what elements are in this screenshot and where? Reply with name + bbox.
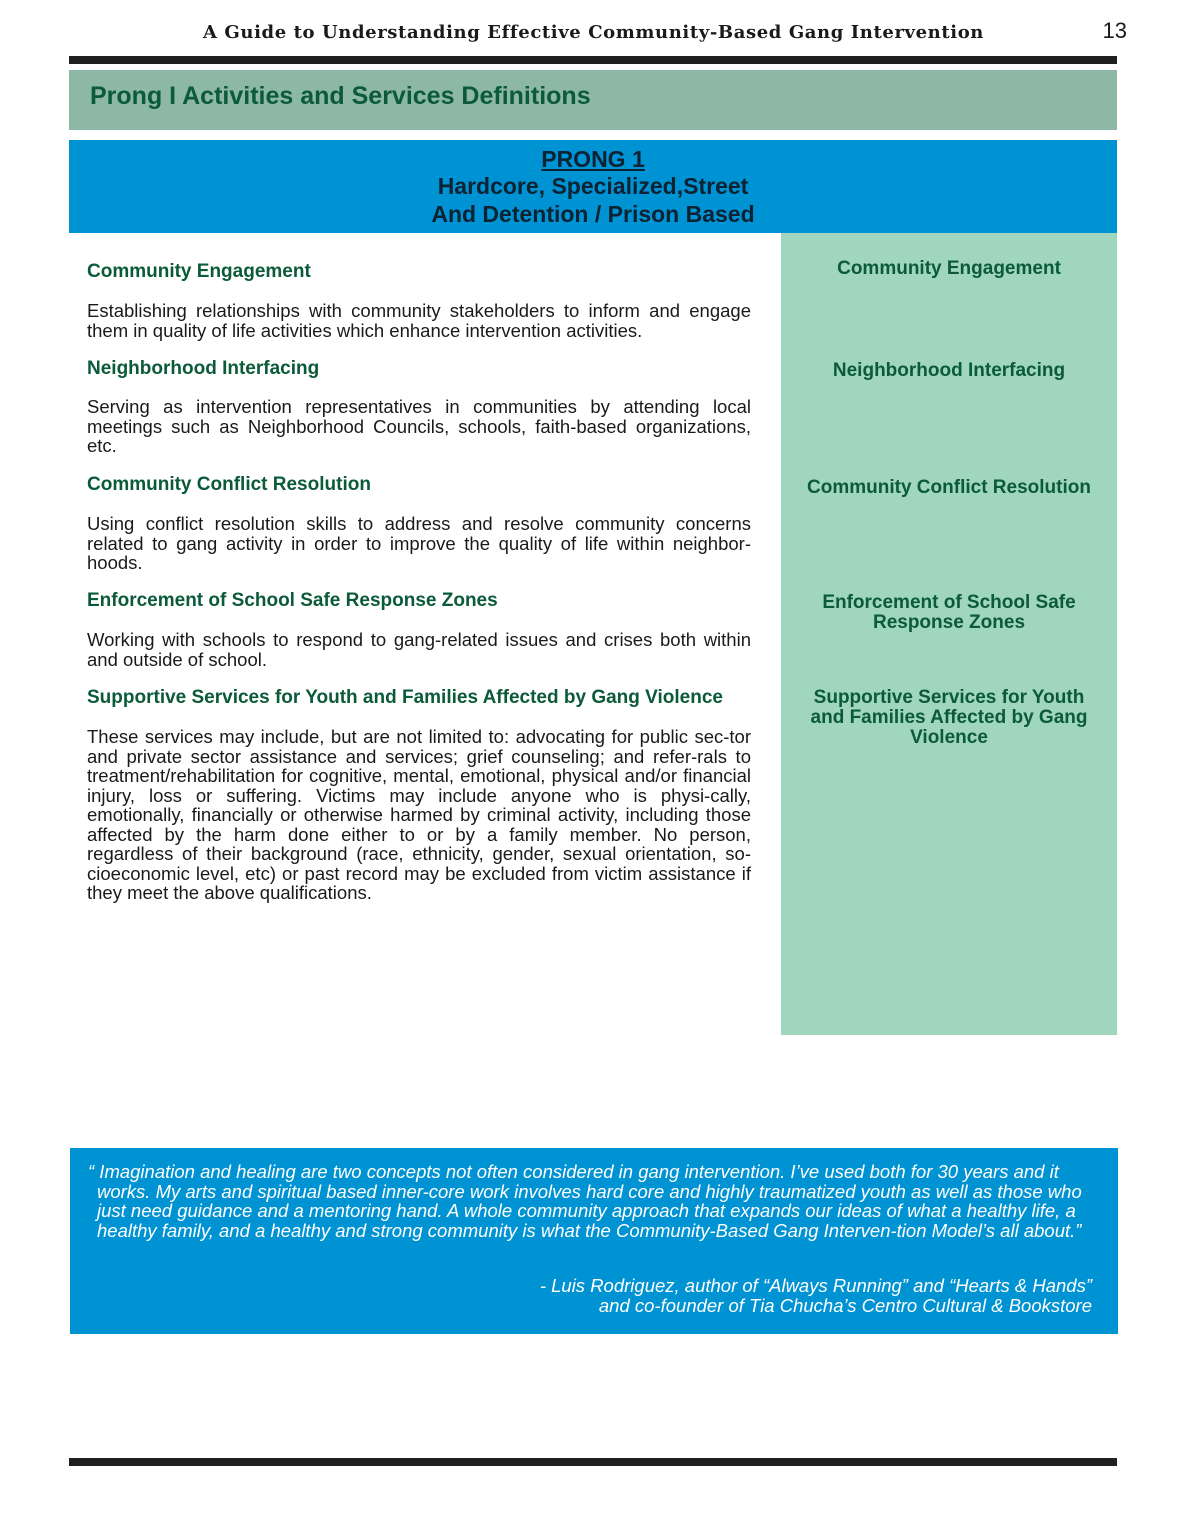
entry-text: Working with schools to respond to gang-related issues and crises both within and outside of school. bbox=[87, 629, 751, 670]
side-panel bbox=[781, 233, 1117, 1035]
attribution-line2: and co-founder of Tia Chucha’s Centro Cultural & Bookstore bbox=[598, 1295, 1092, 1316]
entry-text: These services may include, but are not limited to: advocating for public sec-tor and private sector assistance and services; grief counseling; and refer-rals to treatment/rehabilitation for cognitive, mental, emotional, physical and/or financial injury, loss or suffering. Victims may include anyone who is physi-cally, emotionally, financially or otherwise harmed by criminal activity, including those affected by the harm done either to or by a family member. No person, regardless of their background (race, ethnicity, gender, sexual orientation, so-cioeconomic level, etc) or past record may be excluded from victim assistance if they meet the above qualifications. bbox=[87, 726, 751, 903]
page-number: 13 bbox=[1102, 18, 1127, 43]
top-rule bbox=[69, 56, 1117, 64]
attribution-line1: - Luis Rodriguez, author of “Always Running” and “Hearts & Hands” bbox=[539, 1275, 1092, 1296]
side-item: Enforcement of School Safe Response Zones bbox=[822, 592, 1076, 633]
side-item: Supportive Services for Youth and Families Affected by Gang Violence bbox=[810, 687, 1088, 748]
side-item: Community Conflict Resolution bbox=[807, 477, 1091, 498]
entry-text: Using conflict resolution skills to address and resolve community concerns related to gang activity in order to improve the quality of life within neighbor-hoods. bbox=[87, 513, 751, 573]
bottom-rule bbox=[69, 1458, 1117, 1466]
entry-text: Establishing relationships with community stakeholders to inform and engage them in quality of life activities which enhance intervention activities. bbox=[87, 300, 751, 341]
prong-subtitle-line2: And Detention / Prison Based bbox=[431, 201, 755, 227]
section-title: Prong I Activities and Services Definitions bbox=[90, 82, 591, 110]
entry-title: Community Conflict Resolution bbox=[87, 474, 371, 495]
side-item: Community Engagement bbox=[837, 258, 1061, 279]
quote-box bbox=[70, 1148, 1118, 1334]
entry-title: Enforcement of School Safe Response Zones bbox=[87, 590, 498, 611]
entry-title: Community Engagement bbox=[87, 261, 311, 282]
section-banner bbox=[69, 70, 1117, 130]
prong-subtitle-line1: Hardcore, Specialized,Street bbox=[437, 173, 749, 199]
entry-text: Serving as intervention representatives in communities by attending local meetings such as Neighborhood Councils, schools, faith-based organizations, etc. bbox=[87, 396, 751, 456]
entry-title: Neighborhood Interfacing bbox=[87, 358, 320, 379]
entry-title: Supportive Services for Youth and Families Affected by Gang Violence bbox=[87, 687, 723, 708]
side-item: Neighborhood Interfacing bbox=[832, 360, 1066, 381]
quote-attribution bbox=[540, 1276, 1092, 1316]
prong-header bbox=[69, 140, 1117, 233]
quote-text: “ Imagination and healing are two concepts not often considered in gang intervention. I’ve used both for 30 years and it works. My arts and spiritual based inner-core work involves hard core and highly traumatized youth as well as those who just need guidance and a mentoring hand. A whole community approach that expands our ideas of what a healthy life, a healthy family, and a healthy and strong community is what the Community-Based Gang Interven-tion Model’s all about.” bbox=[88, 1161, 1082, 1241]
prong-label: PRONG 1 bbox=[541, 146, 645, 172]
running-header: A Guide to Understanding Effective Community-Based Gang Intervention bbox=[202, 22, 984, 43]
